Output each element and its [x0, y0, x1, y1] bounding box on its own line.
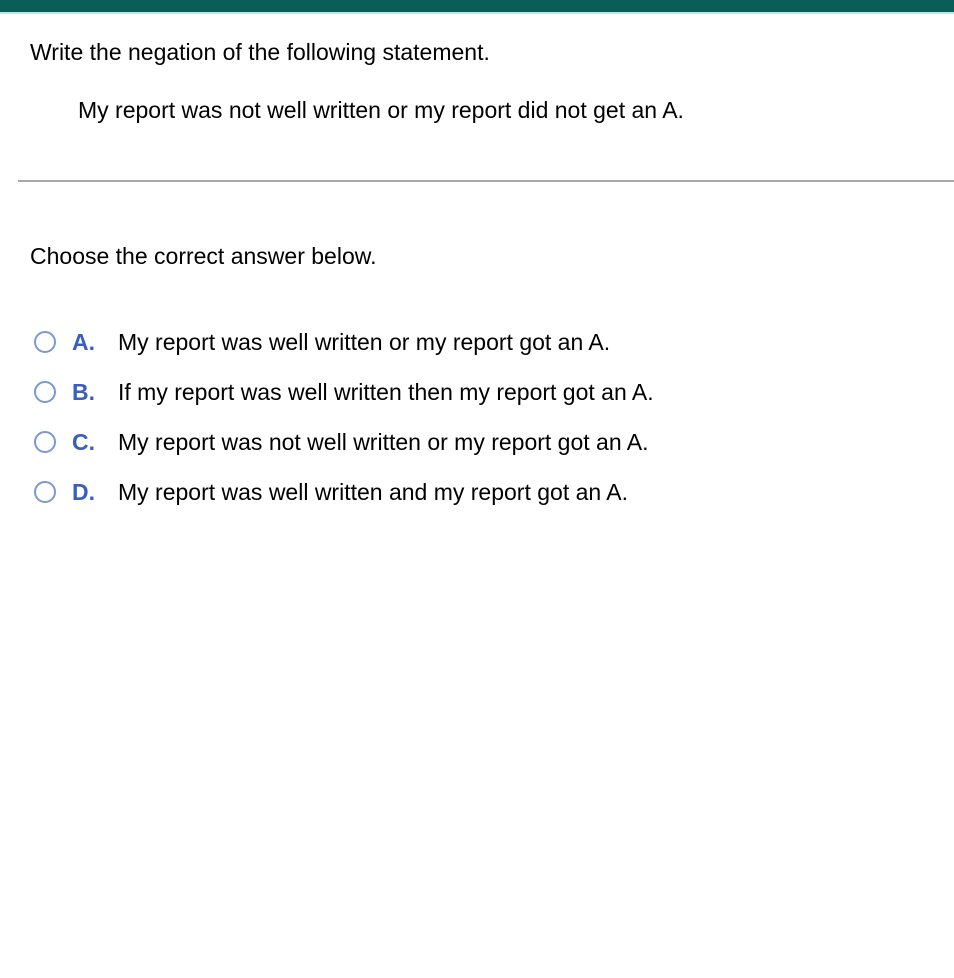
radio-button-b[interactable]	[34, 381, 56, 403]
option-letter: D.	[72, 478, 95, 505]
option-d[interactable]	[34, 467, 654, 517]
option-text[interactable]: If my report was well written then my report got an A.	[118, 379, 654, 405]
header-bar-accent	[0, 12, 954, 14]
option-text[interactable]: My report was well written or my report got an A.	[118, 329, 611, 355]
option-c[interactable]	[34, 417, 654, 467]
header-bar	[0, 0, 954, 12]
answer-options	[34, 317, 654, 517]
question-statement: My report was not well written or my report did not get an A.	[78, 97, 684, 123]
answer-prompt: Choose the correct answer below.	[30, 243, 377, 269]
option-text[interactable]: My report was well written and my report got an A.	[118, 479, 629, 505]
option-letter: B.	[72, 378, 95, 405]
option-letter: C.	[72, 428, 95, 455]
radio-button-d[interactable]	[34, 481, 56, 503]
section-divider	[18, 180, 954, 182]
radio-button-c[interactable]	[34, 431, 56, 453]
option-text[interactable]: My report was not well written or my report got an A.	[118, 429, 649, 455]
option-a[interactable]	[34, 317, 654, 367]
question-instruction: Write the negation of the following statement.	[30, 39, 490, 65]
radio-button-a[interactable]	[34, 331, 56, 353]
option-letter: A.	[72, 328, 95, 355]
option-b[interactable]	[34, 367, 654, 417]
